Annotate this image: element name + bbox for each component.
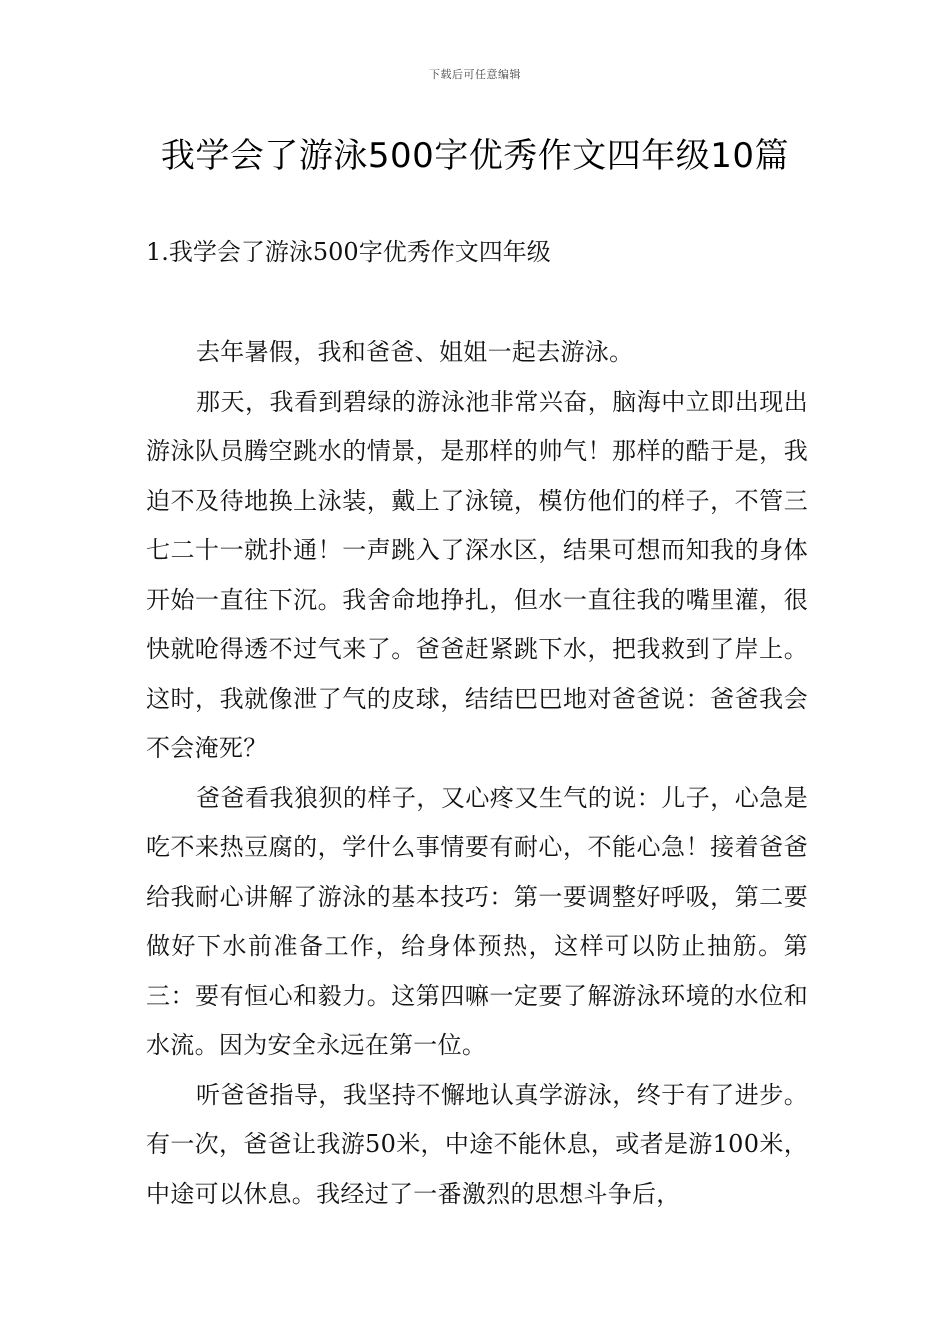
paragraph: 爸爸看我狼狈的样子，又心疼又生气的说：儿子，心急是吃不来热豆腐的，学什么事情要有耐心，不能心急！接着爸爸给我耐心讲解了游泳的基本技巧：第一要调整好呼吸，第二要做好下水前准备工作，给身体预热，这样可以防止抽筋。第三：要有恒心和毅力。这第四嘛一定要了解游泳环境的水位和水流。因为安全永远在第一位。 [146, 783, 808, 1059]
section-heading: 1.我学会了游泳500字优秀作文四年级 [146, 238, 551, 266]
paragraph: 那天，我看到碧绿的游泳池非常兴奋，脑海中立即出现出游泳队员腾空跳水的情景，是那样的帅气！那样的酷于是，我迫不及待地换上泳装，戴上了泳镜，模仿他们的样子，不管三七二十一就扑通！一声跳入了深水区，结果可想而知我的身体开始一直往下沉。我舍命地挣扎，但水一直往我的嘴里灌，很快就呛得透不过气来了。爸爸赶紧跳下水，把我救到了岸上。这时，我就像泄了气的皮球，结结巴巴地对爸爸说：爸爸我会不会淹死？ [146, 387, 808, 762]
paragraph: 听爸爸指导，我坚持不懈地认真学游泳，终于有了进步。有一次，爸爸让我游50米，中途不能休息，或者是游100米，中途可以休息。我经过了一番激烈的思想斗争后， [146, 1080, 808, 1208]
paragraph: 去年暑假，我和爸爸、姐姐一起去游泳。 [196, 338, 634, 366]
header-note: 下载后可任意编辑 [429, 68, 521, 81]
document-title: 我学会了游泳500字优秀作文四年级10篇 [160, 136, 790, 176]
body-text [146, 328, 808, 1219]
